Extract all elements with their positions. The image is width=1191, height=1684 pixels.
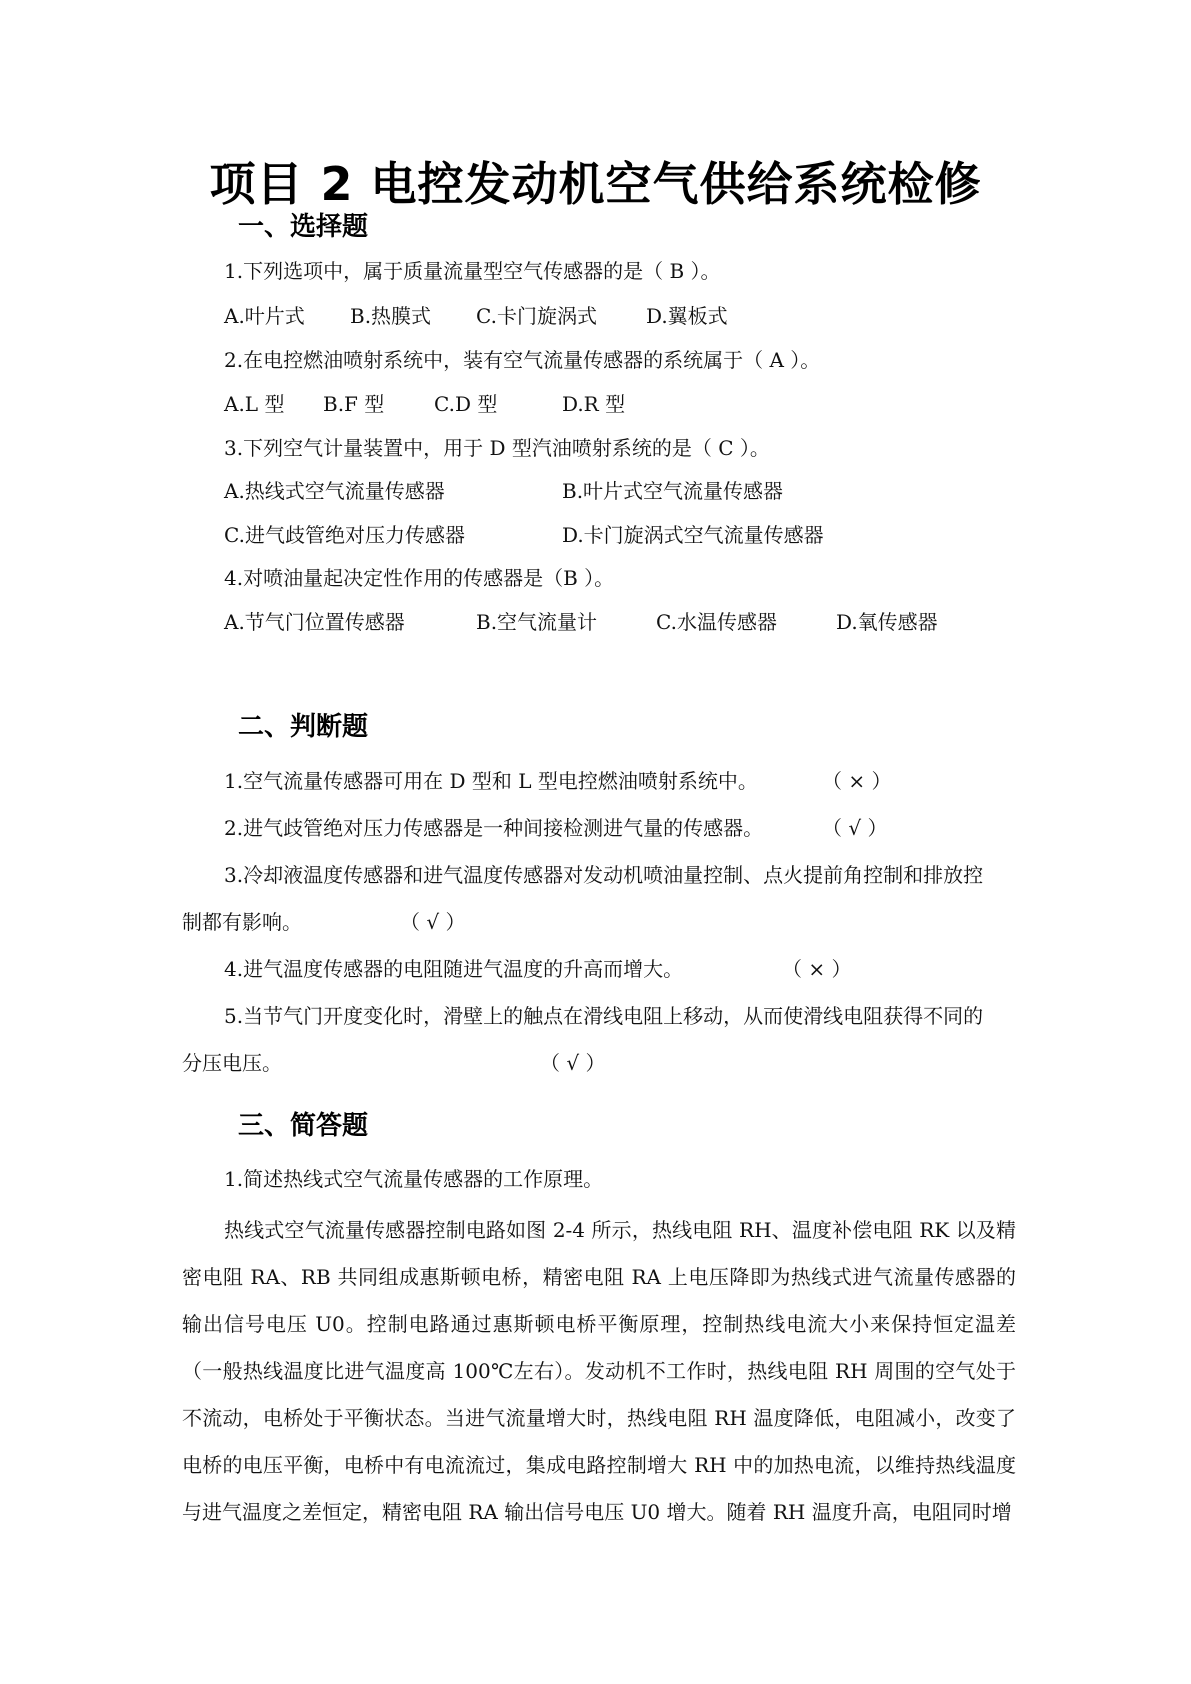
judgment-2-mark: （ √ ） <box>822 816 888 840</box>
question-1-text: 1.下列选项中，属于质量流量型空气传感器的是（ B ）。 <box>224 259 721 283</box>
question-2-option-a: A.L 型 <box>224 392 285 416</box>
question-2-option-b: B.F 型 <box>323 392 385 416</box>
question-3-text: 3.下列空气计量装置中，用于 D 型汽油喷射系统的是（ C ）。 <box>224 436 770 460</box>
question-3-option-c: C.进气歧管绝对压力传感器 <box>224 523 465 547</box>
judgment-5-mark: （ √ ） <box>540 1051 606 1075</box>
question-2-option-d: D.R 型 <box>562 392 626 416</box>
document-title: 项目 2 电控发动机空气供给系统检修 <box>209 157 982 211</box>
judgment-3-text-cont: 制都有影响。 <box>182 910 302 934</box>
short-answer-paragraph: 热线式空气流量传感器控制电路如图 2-4 所示，热线电阻 RH、温度补偿电阻 RK 以及精密电阻 RA、RB 共同组成惠斯顿电桥，精密电阻 RA 上电压降即为热线式进气流量传感器的输出信号电压 U0。控制电路通过惠斯顿电桥平衡原理，控制热线电流大小来保持恒定温差（一般热线温度比进气温度高 100℃左右）。发动机不工作时，热线电阻 RH 周围的空气处于不流动，电桥处于平衡状态。当进气流量增大时，热线电阻 RH 温度降低，电阻减小，改变了电桥的电压平衡，电桥中有电流流过，集成电路控制增大 RH 中的加热电流，以维持热线温度与进气温度之差恒定，精密电阻 RA 输出信号电压 U0 增大。随着 RH 温度升高，电阻同时增 <box>182 1218 1016 1524</box>
section-heading-short-answer: 三、简答题 <box>238 1111 369 1141</box>
judgment-2-text: 2.进气歧管绝对压力传感器是一种间接检测进气量的传感器。 <box>224 816 764 840</box>
judgment-5-text: 5.当节气门开度变化时，滑壁上的触点在滑线电阻上移动，从而使滑线电阻获得不同的 <box>224 1004 984 1028</box>
question-2-text: 2.在电控燃油喷射系统中，装有空气流量传感器的系统属于（ A ）。 <box>224 348 821 372</box>
question-1-option-d: D.翼板式 <box>646 304 728 328</box>
question-4-option-d: D.氧传感器 <box>836 610 938 634</box>
question-4-option-b: B.空气流量计 <box>476 610 598 634</box>
question-4-option-a: A.节气门位置传感器 <box>224 610 405 634</box>
judgment-1-text: 1.空气流量传感器可用在 D 型和 L 型电控燃油喷射系统中。 <box>224 769 758 793</box>
question-1-option-b: B.热膜式 <box>350 304 432 328</box>
question-2-option-c: C.D 型 <box>434 392 498 416</box>
question-4-text: 4.对喷油量起决定性作用的传感器是（B ）。 <box>224 566 615 590</box>
judgment-3-mark: （ √ ） <box>400 910 466 934</box>
short-answer-question: 1.简述热线式空气流量传感器的工作原理。 <box>224 1167 604 1191</box>
judgment-4-mark: （ × ） <box>782 957 852 981</box>
judgment-3-text: 3.冷却液温度传感器和进气温度传感器对发动机喷油量控制、点火提前角控制和排放控 <box>224 863 984 887</box>
question-3-option-b: B.叶片式空气流量传感器 <box>562 479 784 503</box>
question-1-option-c: C.卡门旋涡式 <box>476 304 597 328</box>
section-heading-choice: 一、选择题 <box>238 212 369 242</box>
section-heading-judgment: 二、判断题 <box>238 712 369 742</box>
judgment-4-text: 4.进气温度传感器的电阻随进气温度的升高而增大。 <box>224 957 684 981</box>
question-3-option-d: D.卡门旋涡式空气流量传感器 <box>562 523 824 547</box>
judgment-1-mark: （ × ） <box>822 769 892 793</box>
judgment-5-text-cont: 分压电压。 <box>182 1051 282 1075</box>
question-3-option-a: A.热线式空气流量传感器 <box>224 479 445 503</box>
question-4-option-c: C.水温传感器 <box>656 610 777 634</box>
question-1-option-a: A.叶片式 <box>224 304 305 328</box>
